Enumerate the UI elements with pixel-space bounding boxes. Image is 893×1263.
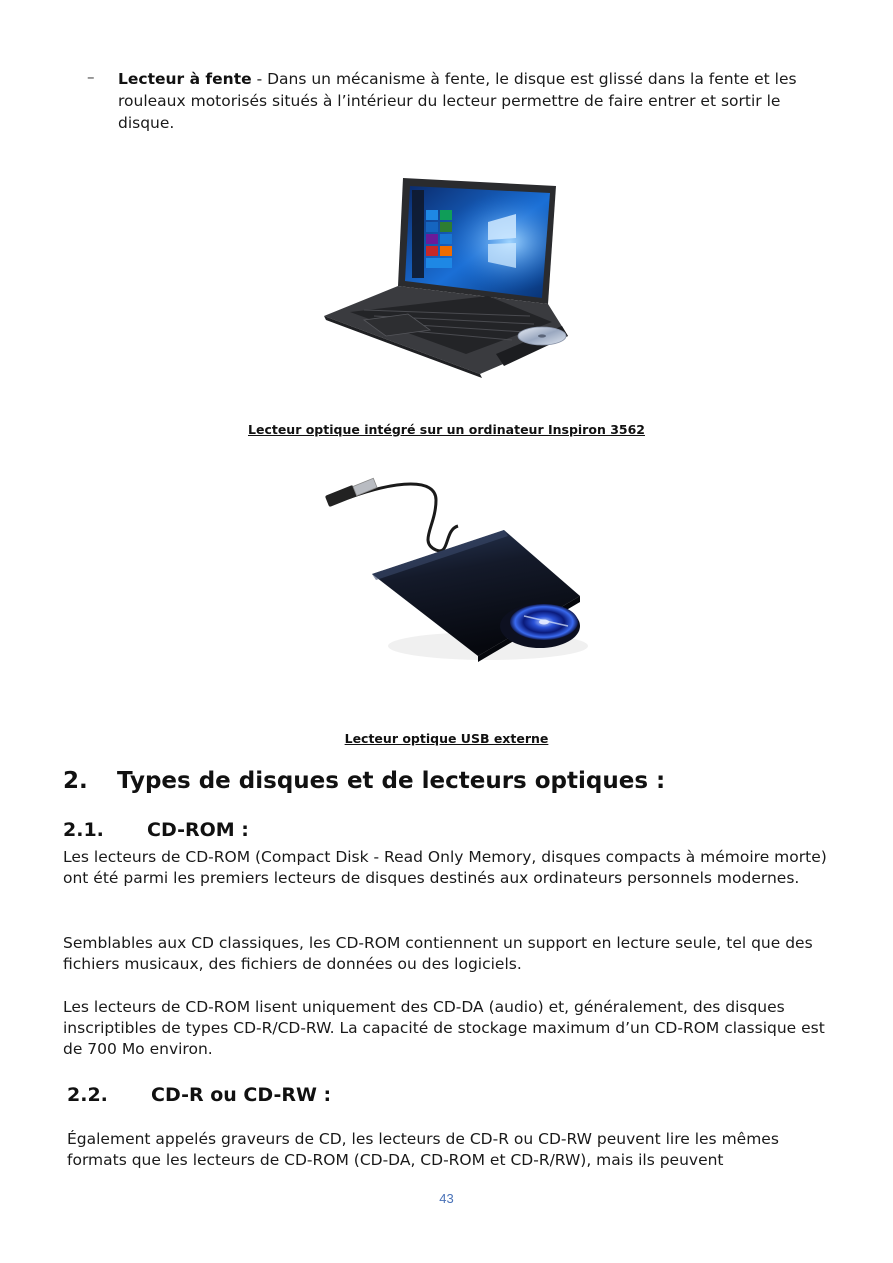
laptop-image: [320, 174, 570, 380]
section-heading: [63, 768, 665, 794]
section-number: 2.: [63, 768, 88, 794]
subsection-number: 2.2.: [67, 1084, 108, 1106]
paragraph: Les lecteurs de CD-ROM (Compact Disk - Read Only Memory, disques compacts à mémoire morte) ont été parmi les premiers lecteurs de disques destinés aux ordinateurs personnels modernes.: [63, 848, 827, 887]
subsection-title: CD-ROM :: [147, 819, 249, 841]
figure-caption-usb: Lecteur optique USB externe: [344, 731, 549, 746]
subsection-heading-cdrom: [63, 819, 249, 841]
paragraph: Semblables aux CD classiques, les CD-ROM contiennent un support en lecture seule, tel que des fichiers musicaux, des fichiers de données ou des logiciels.: [63, 934, 813, 973]
bullet-body: - Dans un mécanisme à fente, le disque est glissé dans la fente et les rouleaux motorisés situés à l’intérieur du lecteur permettre de faire entrer et sortir le disque.: [118, 70, 797, 132]
subsection-title: CD-R ou CD-RW :: [151, 1084, 332, 1106]
bullet-slot-loader: [87, 68, 827, 134]
section-title: Types de disques et de lecteurs optiques :: [117, 768, 666, 794]
paragraph: Les lecteurs de CD-ROM lisent uniquement des CD-DA (audio) et, généralement, des disques inscriptibles de types CD-R/CD-RW. La capacité de stockage maximum d’un CD-ROM classique est de 700 Mo environ.: [63, 998, 825, 1058]
subsection-number: 2.1.: [63, 819, 104, 841]
figure-caption-laptop: Lecteur optique intégré sur un ordinateur Inspiron 3562: [248, 422, 645, 437]
bullet-text: [118, 68, 827, 134]
usb-drive-image: [318, 470, 588, 666]
subsection-heading-cdr: [67, 1084, 331, 1106]
paragraph: Également appelés graveurs de CD, les lecteurs de CD-R ou CD-RW peuvent lire les mêmes formats que les lecteurs de CD-ROM (CD-DA, CD-ROM et CD-R/RW), mais ils peuvent: [67, 1130, 779, 1169]
bullet-term: Lecteur à fente: [118, 70, 252, 88]
page-number: 43: [439, 1191, 454, 1206]
bullet-dash: –: [87, 68, 95, 86]
